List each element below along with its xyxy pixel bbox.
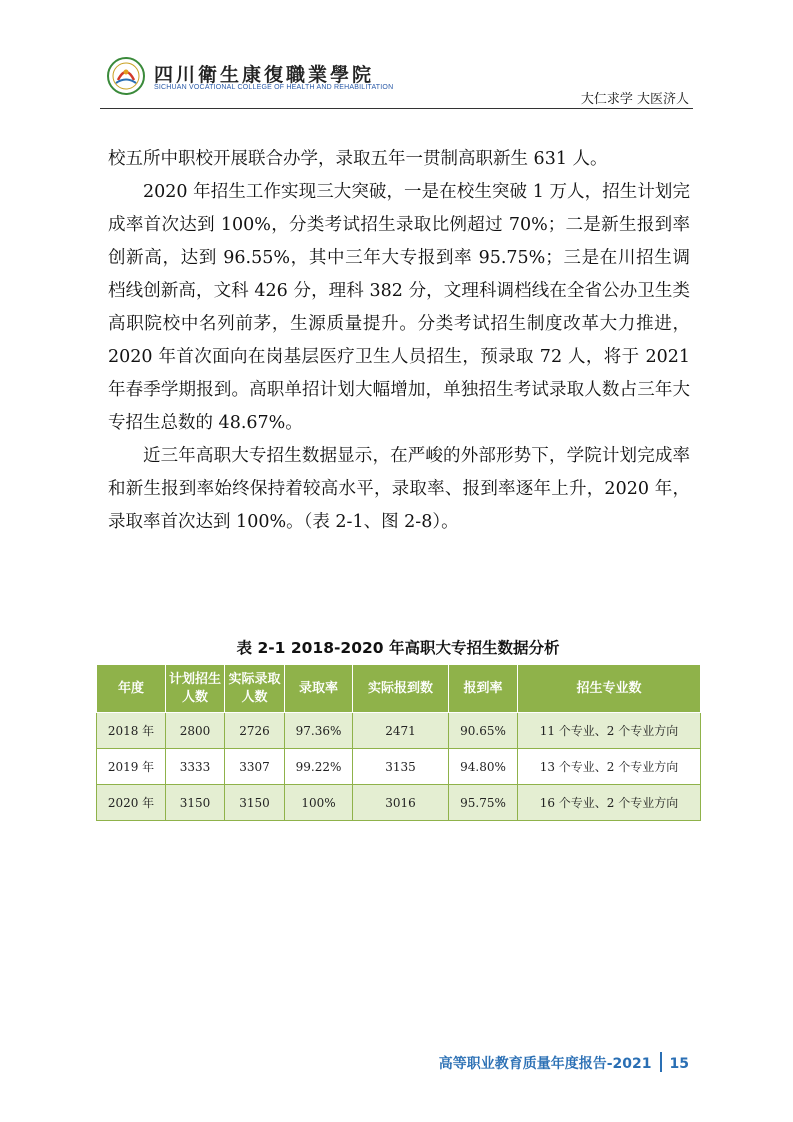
page-footer bbox=[439, 1052, 689, 1073]
cell: 2471 bbox=[353, 713, 449, 749]
table-caption: 表 2-1 2018-2020 年高职大专招生数据分析 bbox=[236, 639, 560, 657]
header-year: 年度 bbox=[97, 665, 166, 713]
cell: 2800 bbox=[166, 713, 225, 749]
cell: 3307 bbox=[225, 749, 285, 785]
cell: 2020 年 bbox=[97, 785, 166, 821]
cell: 2726 bbox=[225, 713, 285, 749]
college-motto: 大仁求学 大医济人 bbox=[580, 92, 689, 107]
table-row bbox=[97, 785, 701, 821]
header-admission-rate: 录取率 bbox=[285, 665, 353, 713]
header-admitted: 实际录取人数 bbox=[225, 665, 285, 713]
cell: 94.80% bbox=[449, 749, 518, 785]
enrollment-table bbox=[96, 664, 701, 821]
cell: 3150 bbox=[225, 785, 285, 821]
header-majors: 招生专业数 bbox=[518, 665, 701, 713]
paragraph-1: 校五所中职校开展联合办学，录取五年一贯制高职新生 631 人。 bbox=[108, 149, 608, 169]
cell: 2018 年 bbox=[97, 713, 166, 749]
header-registration-rate: 报到率 bbox=[449, 665, 518, 713]
footer-separator bbox=[660, 1052, 662, 1072]
cell: 99.22% bbox=[285, 749, 353, 785]
cell: 90.65% bbox=[449, 713, 518, 749]
cell: 95.75% bbox=[449, 785, 518, 821]
cell: 2019 年 bbox=[97, 749, 166, 785]
cell: 3333 bbox=[166, 749, 225, 785]
header-registered: 实际报到数 bbox=[353, 665, 449, 713]
page-header bbox=[100, 50, 693, 110]
cell: 97.36% bbox=[285, 713, 353, 749]
college-name-cn: 四川衛生康復職業學院 bbox=[154, 64, 375, 86]
page-number: 15 bbox=[669, 1056, 689, 1072]
cell: 13 个专业、2 个专业方向 bbox=[518, 749, 701, 785]
paragraph-3: 近三年高职大专招生数据显示，在严峻的外部形势下，学院计划完成率和新生报到率始终保持着较高水平，录取率、报到率逐年上升，2020 年，录取率首次达到 100%。（表 2-1、图 2-8）。 bbox=[108, 446, 690, 532]
report-title: 高等职业教育质量年度报告-2021 bbox=[438, 1056, 652, 1072]
paragraph-2: 2020 年招生工作实现三大突破，一是在校生突破 1 万人，招生计划完成率首次达到 100%，分类考试招生录取比例超过 70%；二是新生报到率创新高，达到 96.55%，其中三年大专报到率 95.75%；三是在川招生调档线创新高，文科 426 分，理科 382 分，文理科调档线在全省公办卫生类高职院校中名列前茅，生源质量提升。分类考试招生制度改革大力推进，2020 年首次面向在岗基层医疗卫生人员招生，预录取 72 人，将于 2021 年春季学期报到。高职单招计划大幅增加，单独招生考试录取人数占三年大专招生总数的 48.67%。 bbox=[108, 182, 690, 433]
college-emblem-icon bbox=[106, 56, 146, 96]
cell: 100% bbox=[285, 785, 353, 821]
cell: 11 个专业、2 个专业方向 bbox=[518, 713, 701, 749]
header-divider bbox=[100, 108, 693, 109]
cell: 3150 bbox=[166, 785, 225, 821]
header-planned: 计划招生人数 bbox=[166, 665, 225, 713]
cell: 3016 bbox=[353, 785, 449, 821]
table-row bbox=[97, 713, 701, 749]
cell: 16 个专业、2 个专业方向 bbox=[518, 785, 701, 821]
college-name-en: SICHUAN VOCATIONAL COLLEGE OF HEALTH AND REHABILITATION bbox=[154, 84, 394, 91]
cell: 3135 bbox=[353, 749, 449, 785]
table-row bbox=[97, 749, 701, 785]
table-header-row bbox=[97, 665, 701, 713]
body-text bbox=[108, 143, 690, 539]
